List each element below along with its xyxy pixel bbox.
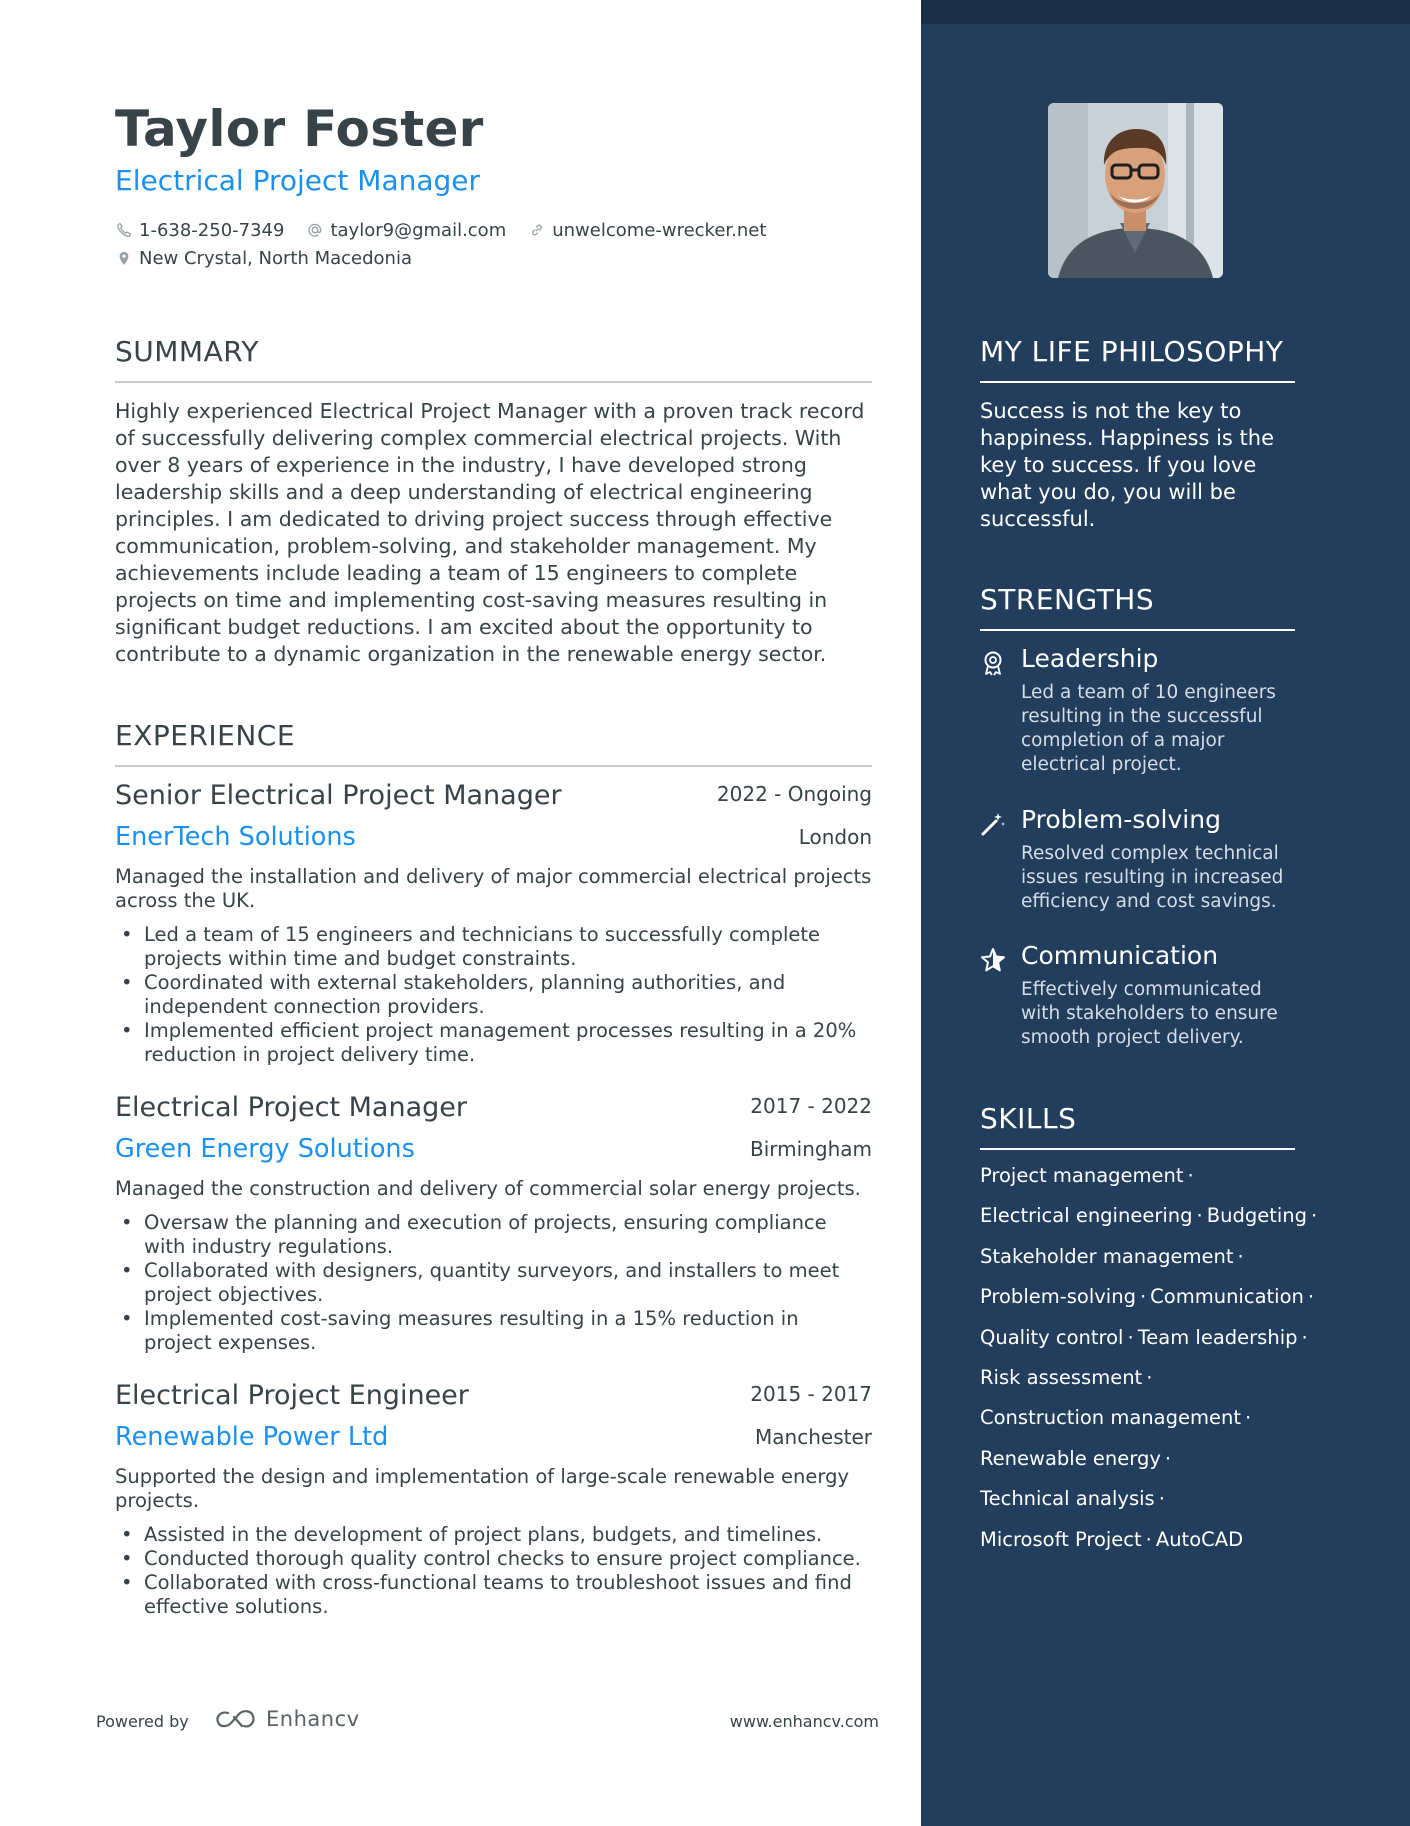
job-company[interactable]: Green Energy Solutions — [115, 1134, 415, 1164]
strength-description: Effectively communicated with stakeholders to ensure smooth project delivery. — [1021, 979, 1278, 1048]
job-bullet: • Implemented cost-saving measures resulting in a 15% reduction in project expenses. — [115, 1307, 872, 1355]
strength-title: Problem-solving — [1021, 805, 1221, 834]
skill-item: AutoCAD — [1155, 1527, 1244, 1551]
job-title: Electrical Project Manager — [115, 1092, 467, 1123]
skills-row — [980, 1528, 1300, 1568]
experience-heading: EXPERIENCE — [115, 719, 296, 752]
skills-row — [980, 1366, 1300, 1406]
strength-item — [980, 644, 1295, 784]
job-bullet: • Collaborated with cross-functional teams to troubleshoot issues and find effective solutions. — [115, 1571, 872, 1619]
skill-item: Problem-solving — [980, 1285, 1136, 1309]
strength-title: Leadership — [1021, 644, 1159, 673]
skill-separator: · — [1164, 1446, 1172, 1470]
philosophy-heading: MY LIFE PHILOSOPHY — [980, 335, 1284, 368]
skill-separator: · — [1244, 1406, 1252, 1430]
skill-item: Technical analysis — [980, 1487, 1155, 1511]
job-title: Electrical Project Engineer — [115, 1380, 469, 1411]
job-bullet-list — [115, 1211, 872, 1355]
job-bullet-list — [115, 1523, 872, 1619]
link-icon — [528, 221, 546, 239]
job-bullet: • Conducted thorough quality control checks to ensure project compliance. — [115, 1547, 872, 1571]
skill-item: Microsoft Project — [980, 1527, 1142, 1551]
skill-item: Electrical engineering — [980, 1204, 1193, 1228]
job-bullet: • Oversaw the planning and execution of projects, ensuring compliance with industry regulations. — [115, 1211, 872, 1259]
enhancv-logo[interactable] — [214, 1707, 360, 1731]
skill-separator: · — [1146, 1365, 1153, 1389]
location-pin-icon — [115, 249, 133, 267]
at-icon — [306, 221, 324, 239]
strength-item — [980, 805, 1295, 915]
candidate-role: Electrical Project Manager — [115, 164, 481, 197]
strength-title: Communication — [1021, 941, 1219, 970]
job-description: Managed the installation and delivery of major commercial electrical projects across the UK. — [115, 865, 872, 912]
strengths-heading: STRENGTHS — [980, 583, 1155, 616]
skills-row — [980, 1487, 1300, 1527]
skill-separator: · — [1311, 1204, 1318, 1228]
powered-by-label: Powered by — [96, 1712, 189, 1731]
skill-item: Construction management — [980, 1406, 1241, 1430]
experience-divider — [115, 765, 872, 767]
skills-row — [980, 1204, 1318, 1244]
contact-info — [115, 216, 788, 272]
job-location: Manchester — [755, 1425, 872, 1449]
skill-separator: · — [1187, 1164, 1194, 1187]
skill-separator: · — [1145, 1527, 1152, 1551]
enhancv-logo-text: Enhancv — [266, 1707, 360, 1731]
candidate-name: Taylor Foster — [115, 100, 484, 158]
job-dates: 2017 - 2022 — [750, 1094, 872, 1118]
job-entry — [115, 780, 872, 1070]
enhancv-logo-icon — [214, 1707, 258, 1731]
job-bullet: • Led a team of 15 engineers and technicians to successfully complete projects within time and budget constraints. — [115, 923, 872, 971]
phone-icon — [115, 221, 133, 239]
profile-photo — [1048, 103, 1223, 278]
skills-divider — [980, 1148, 1295, 1150]
job-bullet: • Implemented efficient project management processes resulting in a 20% reduction in project delivery time. — [115, 1019, 872, 1067]
skill-item: Team leadership — [1137, 1325, 1298, 1349]
skills-list — [980, 1164, 1318, 1568]
summary-text: Highly experienced Electrical Project Manager with a proven track record of successfully delivering complex commercial electrical projects. With over 8 years of experience in the industry, I have developed strong leadership skills and a deep understanding of electrical engineering principles. I am dedicated to driving project success through effective communication, problem-solving, and stakeholder management. My achievements include leading a team of 15 engineers to complete projects on time and implementing cost-saving measures resulting in significant budget reductions. I am excited about the opportunity to contribute to a dynamic organization in the renewable energy sector. — [115, 399, 865, 666]
job-description: Supported the design and implementation of large-scale renewable energy projects. — [115, 1465, 850, 1512]
skill-separator: · — [1196, 1204, 1203, 1228]
location-text: New Crystal, North Macedonia — [139, 247, 412, 269]
skill-separator: · — [1127, 1325, 1134, 1349]
philosophy-text: Success is not the key to happiness. Happiness is the key to success. If you love what you do, you will be successful. — [980, 399, 1274, 531]
website-item[interactable] — [528, 220, 766, 241]
job-bullet-list — [115, 923, 872, 1067]
star-icon — [980, 947, 1006, 973]
job-title: Senior Electrical Project Manager — [115, 780, 562, 811]
skill-separator: · — [1307, 1285, 1315, 1309]
strengths-divider — [980, 629, 1295, 631]
strength-description: Led a team of 10 engineers resulting in the successful completion of a major electrical project. — [1021, 682, 1276, 775]
skills-row — [980, 1245, 1300, 1285]
skill-separator: · — [1237, 1244, 1244, 1268]
skill-item: Renewable energy — [980, 1446, 1161, 1470]
skills-row — [980, 1285, 1315, 1325]
skill-item: Risk assessment — [980, 1365, 1143, 1389]
job-description: Managed the construction and delivery of commercial solar energy projects. — [115, 1177, 861, 1200]
sidebar-top-bar — [921, 0, 1410, 24]
philosophy-divider — [980, 381, 1295, 383]
job-location: London — [798, 825, 872, 849]
strength-description: Resolved complex technical issues resulting in increased efficiency and cost savings. — [1021, 843, 1284, 912]
skill-separator: · — [1139, 1285, 1147, 1309]
skills-heading: SKILLS — [980, 1102, 1077, 1135]
summary-heading: SUMMARY — [115, 335, 260, 368]
phone-text: 1-638-250-7349 — [139, 219, 285, 241]
skills-row — [980, 1406, 1300, 1446]
skill-separator: · — [1158, 1487, 1165, 1511]
footer-site-link[interactable]: www.enhancv.com — [729, 1712, 879, 1731]
website-text: unwelcome-wrecker.net — [552, 219, 767, 241]
email-text: taylor9@gmail.com — [330, 219, 507, 241]
job-company[interactable]: Renewable Power Ltd — [115, 1422, 389, 1452]
job-entry — [115, 1092, 872, 1372]
phone-item[interactable] — [115, 220, 284, 241]
job-entry — [115, 1380, 872, 1620]
skill-separator: · — [1301, 1325, 1308, 1349]
summary-divider — [115, 381, 872, 383]
location-item — [115, 248, 412, 269]
skill-item: Budgeting — [1206, 1204, 1308, 1228]
skills-row — [980, 1447, 1300, 1487]
email-item[interactable] — [306, 220, 506, 241]
skill-item: Stakeholder management — [980, 1244, 1234, 1268]
job-bullet: • Assisted in the development of project plans, budgets, and timelines. — [115, 1523, 872, 1547]
magic-wand-icon — [980, 811, 1006, 837]
award-icon — [980, 650, 1006, 676]
skill-item: Quality control — [980, 1325, 1124, 1349]
job-company[interactable]: EnerTech Solutions — [115, 822, 356, 852]
strength-item — [980, 941, 1295, 1051]
skills-row — [980, 1164, 1300, 1204]
skill-item: Communication — [1150, 1285, 1304, 1309]
skills-row — [980, 1325, 1308, 1366]
job-location: Birmingham — [750, 1137, 872, 1161]
job-bullet: • Collaborated with designers, quantity surveyors, and installers to meet project objectives. — [115, 1259, 872, 1307]
job-bullet: • Coordinated with external stakeholders, planning authorities, and independent connection providers. — [115, 971, 872, 1019]
job-dates: 2015 - 2017 — [750, 1382, 872, 1406]
job-dates: 2022 - Ongoing — [716, 782, 872, 806]
skill-item: Project management — [980, 1164, 1184, 1187]
